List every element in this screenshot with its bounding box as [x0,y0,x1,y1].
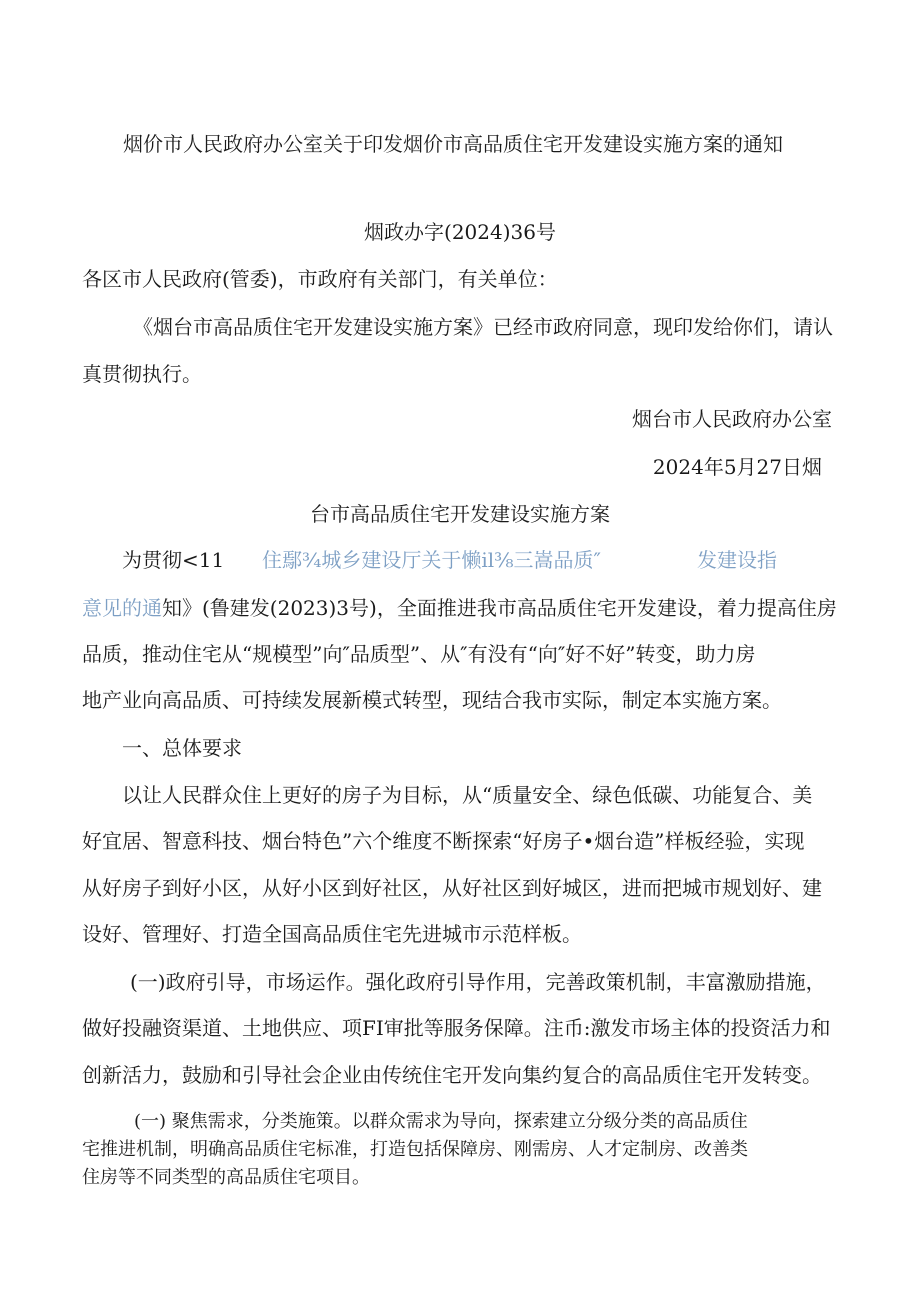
paragraph-3-line-3: 创新活力，鼓励和引导社会企业由传统住宅开发向集约复合的高品质住宅开发转变。 [82,1063,822,1087]
paragraph-3-line-2: 做好投融资渠道、土地供应、项FI审批等服务保障。注币:激发市场主体的投资活力和 [82,1016,831,1040]
paragraph-1-line-2 [82,594,837,622]
paragraph-4-line-3: 住房等不同类型的高品质住宅项目。 [82,1167,370,1188]
document-number: 烟政办字(2024)36号 [364,220,556,244]
intro-line-1: 《烟台市高品质住宅开发建设实施方案》已经市政府同意，现印发给你们，请认 [133,315,833,339]
reference-link-text-1[interactable]: 住鄢¾城乡建设厅关于懒il⅜三嵩品质″ [262,548,602,572]
paragraph-1-start: 为贯彻<11 [122,548,225,572]
paragraph-2-line-3: 从好房子到好小区，从好小区到好社区，从好社区到好城区，进而把城市规划好、建 [82,876,822,900]
reference-link-text-2[interactable]: 发建设指 [697,548,777,572]
paragraph-2-line-1: 以让人民群众住上更好的房子为目标，从“质量安全、绿色低碳、功能复合、美 [122,783,813,807]
issue-date: 2024年5月27日烟 [652,455,822,479]
paragraph-1-line-2-text: 知》(鲁建发(2023)3号)，全面推进我市高品质住宅开发建设，着力提高住房 [162,596,837,620]
intro-line-2: 真贯彻执行。 [82,362,202,386]
issuer-name: 烟台市人民政府办公室 [632,407,832,431]
paragraph-2-line-2: 好宜居、智意科技、烟台特色”六个维度不断探索“好房子•烟台造”样板经验，实现 [82,829,805,853]
paragraph-4-line-1: (一) 聚焦需求，分类施策。以群众需求为导向，探索建立分级分类的高品质住 [134,1111,748,1132]
paragraph-1-line-3: 品质，推动住宅从“规模型”向″品质型”、从″有没有“向″好不好”转变，助力房 [82,642,756,666]
paragraph-3-line-1: (一)政府引导，市场运作。强化政府引导作用，完善政策机制，丰富激励措施， [130,970,826,994]
paragraph-1-line-4: 地产业向高品质、可持续发展新模式转型，现结合我市实际，制定本实施方案。 [82,688,782,712]
paragraph-2-line-4: 设好、管理好、打造全国高品质住宅先进城市示范样板。 [82,922,582,946]
notice-title: 烟价市人民政府办公室关于印发烟价市高品质住宅开发建设实施方案的通知 [123,132,783,156]
paragraph-4-line-2: 宅推进机制，明确高品质住宅标准，打造包括保障房、刚需房、人才定制房、改善类 [82,1139,748,1160]
section-1-heading: 一、总体要求 [122,736,242,760]
reference-link-text-3[interactable]: 意见的通 [82,596,162,620]
recipients-line: 各区市人民政府(管委)，市政府有关部门，有关单位： [82,267,558,291]
plan-title: 台市高品质住宅开发建设实施方案 [310,502,610,526]
